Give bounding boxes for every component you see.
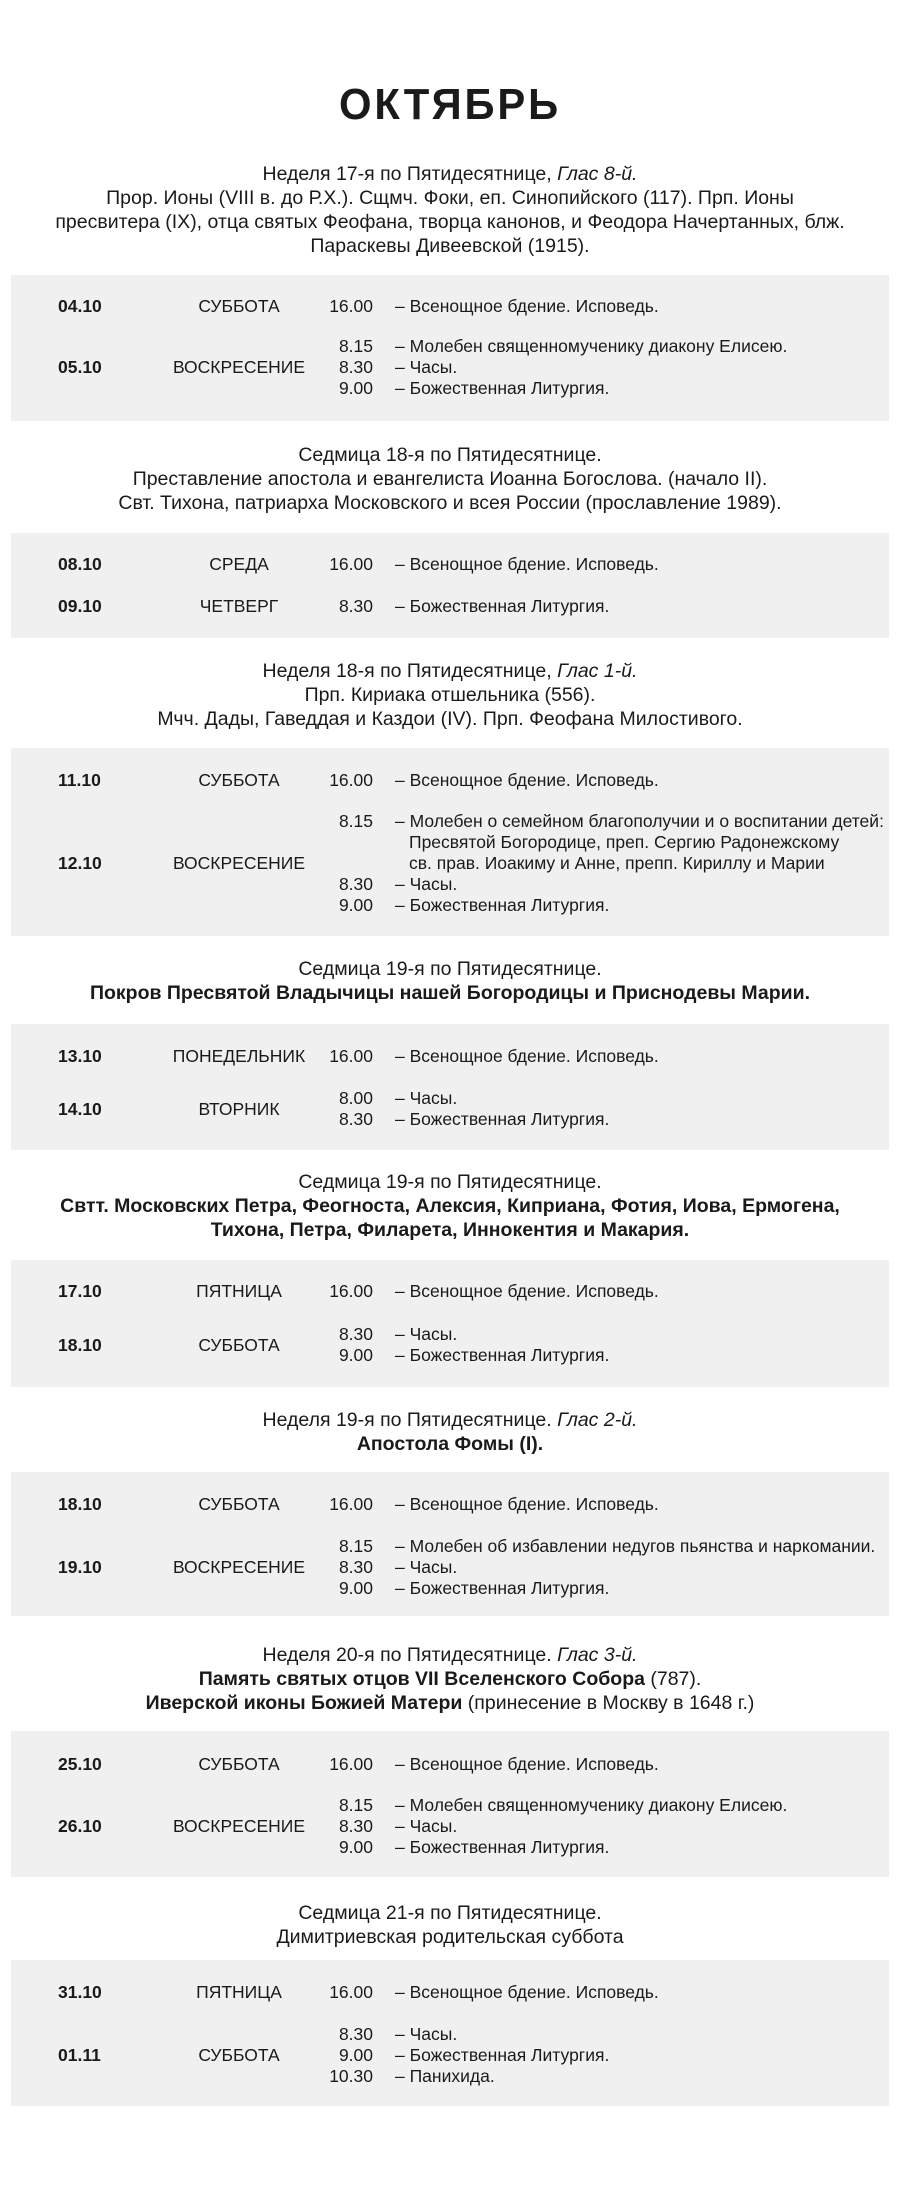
date-label: 14.10 [58,1098,102,1119]
service-description: – Часы. [395,2024,458,2044]
service-list [11,1281,889,1302]
service-time: 8.30 [338,1816,373,1836]
month-title: ОКТЯБРЬ [338,80,562,129]
feast-name: Свтт. Московских Петра, Феогноста, Алексия, Киприана, Фотия, Иова, Ермогена, [60,1195,840,1217]
day-row [11,811,889,916]
weekday-label: ВОСКРЕСЕНИЕ [172,357,306,377]
weekday-label: ПОНЕДЕЛЬНИК [172,1046,306,1066]
section-header [0,1901,900,1949]
service-description: – Молебен священномученику диакону Елисею. [395,336,788,356]
service-item [11,1837,889,1858]
header-line [0,467,900,491]
section-header [0,957,900,1005]
day-row [11,336,889,399]
header-line [0,443,900,467]
schedule-box [11,748,889,936]
service-list [11,2024,889,2087]
service-description: – Панихида. [395,2066,495,2086]
section-header [0,162,900,258]
schedule-box [11,533,889,638]
header-line [0,1925,900,1949]
service-description: – Всенощное бдение. Исповедь. [395,554,659,574]
service-description: – Божественная Литургия. [395,1109,610,1129]
header-text: Параскевы Дивеевской (1915). [310,235,590,257]
section-header [0,1408,900,1456]
service-time: 8.15 [338,1795,373,1815]
service-item [11,1557,889,1578]
service-item [11,596,889,617]
service-description: – Всенощное бдение. Исповедь. [395,1982,659,2002]
service-time: 8.15 [338,336,373,356]
service-item [11,2024,889,2045]
service-item [11,336,889,357]
header-text: Седмица 19-я по Пятидесятнице. [298,1171,602,1193]
service-description: – Всенощное бдение. Исповедь. [395,296,659,316]
day-row [11,2024,889,2087]
header-line [0,1408,900,1432]
header-line [0,981,900,1005]
feast-name: Память святых отцов VII Вселенского Собора [198,1668,645,1690]
service-item [11,811,889,832]
service-list [11,1754,889,1775]
header-line [0,186,900,210]
service-item [11,2045,889,2066]
weekday-label: ВОСКРЕСЕНИЕ [172,1816,306,1836]
service-item [11,1281,889,1302]
service-description: – Божественная Литургия. [395,895,610,915]
weekday-label: ВОСКРЕСЕНИЕ [172,1557,306,1577]
service-list [11,336,889,399]
service-list [11,770,889,791]
service-description: – Всенощное бдение. Исповедь. [395,1046,659,1066]
weekday-label: ПЯТНИЦА [196,1281,282,1301]
service-description: – Всенощное бдение. Исповедь. [395,770,659,790]
service-item [11,378,889,399]
day-row [11,596,889,617]
date-label: 08.10 [58,554,102,574]
day-row [11,1281,889,1302]
weekday-label: СУББОТА [198,2045,280,2065]
service-item [11,1494,889,1515]
header-line [0,1170,900,1194]
service-item [11,1578,889,1599]
service-item [11,770,889,791]
weekday-label: СУББОТА [198,1334,280,1355]
service-list [11,1536,889,1599]
schedule-box [11,1472,889,1616]
schedule-box [11,1731,889,1877]
schedule-box [11,1024,889,1150]
service-item [11,1754,889,1775]
header-text: Неделя 19-я по Пятидесятнице. [262,1409,558,1431]
service-list [11,296,889,317]
service-list [11,1088,889,1130]
date-label: 18.10 [58,1494,102,1514]
service-description: – Часы. [395,1557,458,1577]
header-text: пресвитера (IX), отца святых Феофана, творца канонов, и Феодора Начертанных, блж. [55,211,845,233]
service-description: – Всенощное бдение. Исповедь. [395,1281,659,1301]
service-time: 16.00 [329,1046,373,1066]
service-time: 16.00 [329,1494,373,1514]
service-list [11,554,889,575]
schedule-box [11,1260,889,1387]
date-label: 12.10 [58,853,102,873]
day-row [11,1536,889,1599]
service-description: – Божественная Литургия. [395,378,610,398]
day-row [11,1754,889,1775]
service-description: – Божественная Литургия. [395,1578,610,1598]
section-header [0,443,900,515]
header-text: Мчч. Дады, Гаведдая и Каздои (IV). Прп. Феофана Милостивого. [157,708,743,730]
header-text: Седмица 21-я по Пятидесятнице. [298,1902,602,1924]
header-text: Неделя 17-я по Пятидесятнице, [262,163,558,185]
service-description: – Часы. [395,1324,458,1344]
service-time: 10.30 [329,2066,373,2086]
day-row [11,1982,889,2003]
header-line [0,683,900,707]
day-row [11,1324,889,1366]
service-item [11,1109,889,1130]
header-text: Прор. Ионы (VIII в. до Р.Х.). Сщмч. Фоки, еп. Синопийского (117). Прп. Ионы [106,187,794,209]
service-item [11,296,889,317]
service-item [11,1536,889,1557]
service-list [11,1046,889,1067]
header-text: Неделя 18-я по Пятидесятнице, [262,660,558,682]
service-time: 9.00 [338,1578,373,1598]
service-item [11,1046,889,1067]
weekday-label: СУББОТА [198,296,280,316]
service-item [11,874,889,895]
weekday-label: ВОСКРЕСЕНИЕ [172,853,306,873]
service-item [11,554,889,575]
service-time: 9.00 [338,1837,373,1857]
service-description: – Молебен о семейном благополучии и о воспитании детей: [395,811,884,831]
feast-name: Иверской иконы Божией Матери [145,1692,463,1714]
header-text: Преставление апостола и евангелиста Иоанна Богослова. (начало II). [132,468,768,490]
day-row [11,770,889,791]
service-description: – Божественная Литургия. [395,2045,610,2065]
service-description: – Божественная Литургия. [395,596,610,616]
service-list [11,811,889,916]
feast-name: Тихона, Петра, Филарета, Иннокентия и Макария. [210,1219,690,1241]
date-label: 19.10 [58,1557,102,1577]
header-line [0,957,900,981]
date-label: 25.10 [58,1754,102,1774]
service-time: 8.30 [338,596,373,616]
service-item [11,1345,889,1366]
header-line [0,1901,900,1925]
weekday-label: СУББОТА [198,1754,280,1774]
service-item [11,895,889,916]
schedule-box [11,1960,889,2106]
header-text: (787). [644,1668,702,1690]
service-list [11,1324,889,1366]
service-list [11,1494,889,1515]
service-time: 16.00 [329,296,373,316]
header-text: (принесение в Москву в 1648 г.) [462,1692,755,1714]
tone-label: Глас 3-й. [557,1644,638,1666]
service-description: – Всенощное бдение. Исповедь. [395,1754,659,1774]
service-time: 8.30 [338,1324,373,1344]
date-label: 26.10 [58,1816,102,1836]
header-line [0,1432,900,1456]
service-time: 9.00 [338,895,373,915]
day-row [11,1088,889,1130]
section-header [0,1643,900,1715]
header-line [0,1667,900,1691]
service-item [11,1795,889,1816]
header-line [0,707,900,731]
service-time: 8.30 [338,2024,373,2044]
feast-name: Покров Пресвятой Владычицы нашей Богородицы и Приснодевы Марии. [89,982,811,1004]
day-row [11,1795,889,1858]
day-row [11,296,889,317]
section-header [0,1170,900,1242]
service-time: 16.00 [329,554,373,574]
service-time: 8.30 [338,1109,373,1129]
service-description: – Божественная Литургия. [395,1345,610,1365]
weekday-label: СУББОТА [198,1494,280,1514]
day-row [11,554,889,575]
date-label: 11.10 [58,770,101,790]
tone-label: Глас 2-й. [557,1409,638,1431]
section-header [0,659,900,731]
service-time: 8.30 [338,874,373,894]
weekday-label: ВТОРНИК [198,1098,280,1119]
header-text: Свт. Тихона, патриарха Московского и всея России (прославление 1989). [118,492,782,514]
header-line [0,659,900,683]
date-label: 31.10 [58,1982,102,2002]
header-line [0,210,900,234]
header-text: Димитриевская родительская суббота [276,1926,624,1948]
date-label: 13.10 [58,1046,102,1066]
day-row [11,1494,889,1515]
header-line [0,1194,900,1218]
tone-label: Глас 1-й. [557,660,638,682]
feast-name: Апостола Фомы (I). [356,1433,544,1455]
service-description: – Молебен священномученику диакону Елисею. [395,1795,788,1815]
header-line [0,1691,900,1715]
service-description: св. прав. Иоакиму и Анне, препп. Кириллу и Марии [409,853,825,873]
header-text: Седмица 18-я по Пятидесятнице. [298,444,602,466]
header-line [0,234,900,258]
service-time: 9.00 [338,1345,373,1365]
service-time: 8.30 [338,1557,373,1577]
header-text: Неделя 20-я по Пятидесятнице. [262,1644,558,1666]
service-item [11,832,889,853]
service-time: 8.00 [338,1088,373,1108]
schedule-box [11,275,889,421]
tone-label: Глас 8-й. [557,163,638,185]
service-description: – Божественная Литургия. [395,1837,610,1857]
service-description: – Молебен об избавлении недугов пьянства и наркомании. [395,1536,876,1556]
service-time: 8.30 [338,357,373,377]
day-row [11,1046,889,1067]
date-label: 05.10 [58,357,102,377]
weekday-label: СРЕДА [209,554,269,574]
date-label: 04.10 [58,296,102,316]
service-description: – Часы. [395,357,458,377]
date-label: 01.11 [58,2045,101,2065]
header-line [0,1218,900,1242]
date-label: 17.10 [58,1281,102,1301]
service-item [11,2066,889,2087]
header-line [0,1643,900,1667]
service-time: 8.15 [338,1536,373,1556]
service-item [11,853,889,874]
service-description: – Часы. [395,1088,458,1108]
service-time: 16.00 [329,1754,373,1774]
service-item [11,1982,889,2003]
service-item [11,357,889,378]
service-description: – Всенощное бдение. Исповедь. [395,1494,659,1514]
service-time: 9.00 [338,2045,373,2065]
weekday-label: ЧЕТВЕРГ [199,596,279,616]
service-item [11,1324,889,1345]
service-time: 16.00 [329,770,373,790]
service-time: 16.00 [329,1281,373,1301]
date-label: 09.10 [58,596,102,616]
service-list [11,1795,889,1858]
weekday-label: ПЯТНИЦА [196,1982,282,2002]
service-time: 16.00 [329,1982,373,2002]
header-text: Прп. Кириака отшельника (556). [304,684,596,706]
date-label: 18.10 [58,1334,102,1355]
service-list [11,596,889,617]
service-item [11,1088,889,1109]
service-description: – Часы. [395,874,458,894]
service-description: – Часы. [395,1816,458,1836]
header-line [0,491,900,515]
service-item [11,1816,889,1837]
header-text: Седмица 19-я по Пятидесятнице. [298,958,602,980]
header-line [0,162,900,186]
service-description: Пресвятой Богородице, преп. Сергию Радонежскому [409,832,840,852]
service-time: 9.00 [338,378,373,398]
weekday-label: СУББОТА [198,770,280,790]
service-time: 8.15 [338,811,373,831]
service-list [11,1982,889,2003]
